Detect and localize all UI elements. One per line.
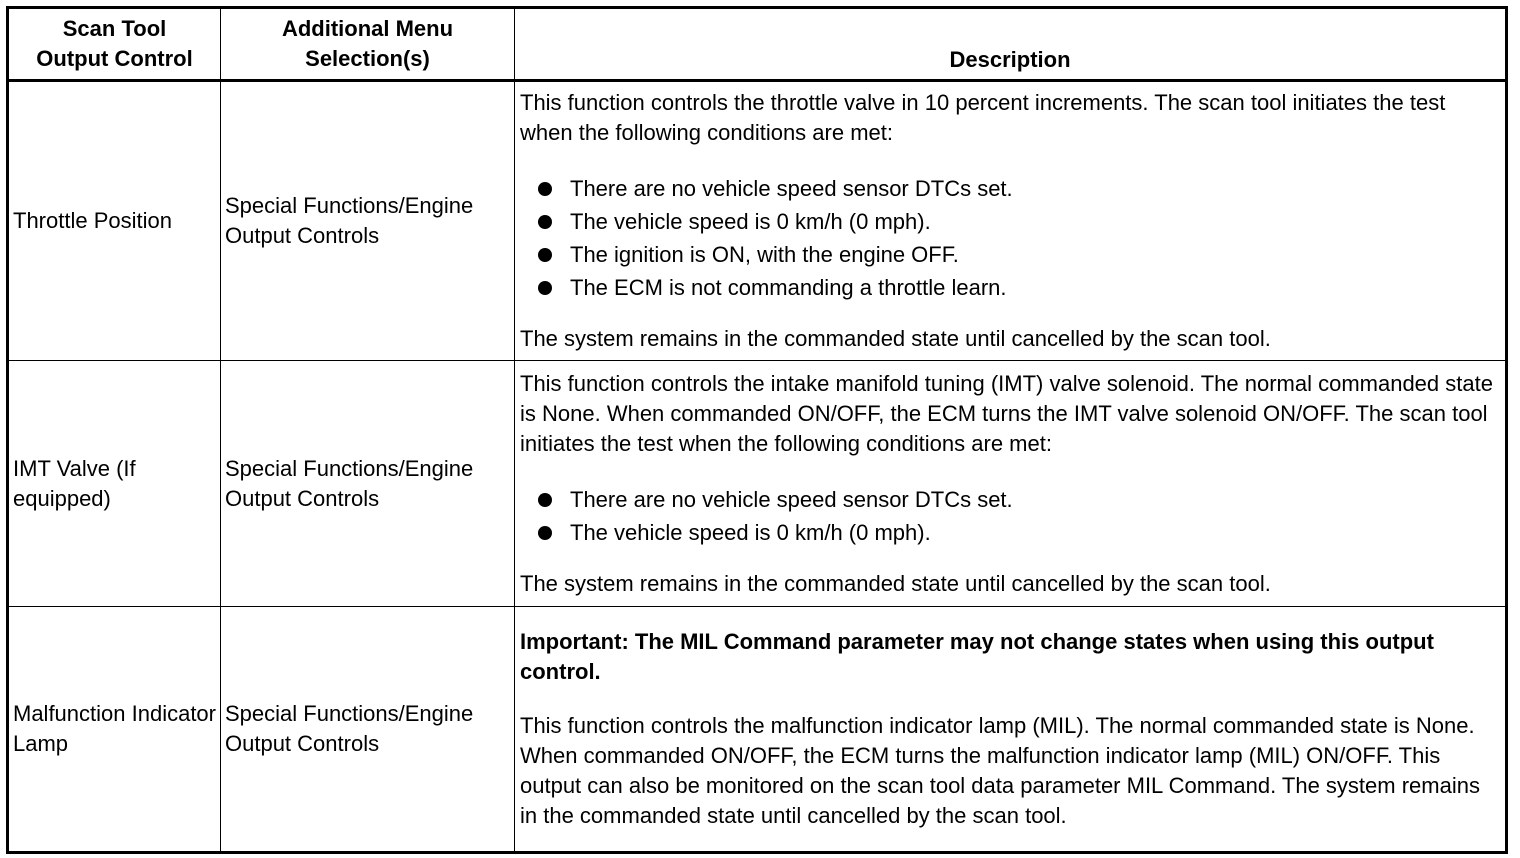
description-body: This function controls the malfunction indicator lamp (MIL). The normal commanded state is None. When commanded ON/OFF, the ECM turns the malfunction indicator lamp (MIL) ON/OFF. This output can also be monitored on the scan tool data parameter MIL Command. The system remains in the commanded state until cancelled by the scan tool. bbox=[520, 713, 1480, 828]
output-control-name: Throttle Position bbox=[8, 81, 221, 361]
output-control-name: IMT Valve (If equipped) bbox=[8, 361, 221, 607]
important-note: Important: The MIL Command parameter may not change states when using this output control. bbox=[520, 629, 1434, 684]
bullet-icon bbox=[538, 182, 552, 196]
header-description: Description bbox=[515, 8, 1507, 81]
table-row-malfunction-indicator-lamp bbox=[8, 607, 1507, 853]
menu-selection: Special Functions/Engine Output Controls bbox=[221, 81, 515, 361]
table-row-throttle-position bbox=[8, 81, 1507, 361]
list-item bbox=[538, 238, 1499, 271]
bullet-icon bbox=[538, 248, 552, 262]
list-item bbox=[538, 483, 1499, 516]
list-item bbox=[538, 271, 1499, 304]
list-item-text: There are no vehicle speed sensor DTCs set. bbox=[570, 176, 1013, 201]
list-item-text: The vehicle speed is 0 km/h (0 mph). bbox=[570, 519, 931, 545]
description-cell bbox=[515, 607, 1507, 853]
description-intro: This function controls the throttle valve in 10 percent increments. The scan tool initiates the test when the following conditions are met: bbox=[520, 90, 1446, 145]
bullet-icon bbox=[538, 493, 552, 507]
menu-selection: Special Functions/Engine Output Controls bbox=[221, 607, 515, 853]
output-control-name: Malfunction Indicator Lamp bbox=[8, 607, 221, 853]
menu-selection: Special Functions/Engine Output Controls bbox=[221, 361, 515, 607]
header-output-control-line1: Scan Tool bbox=[62, 16, 167, 41]
header-menu-selections bbox=[221, 8, 515, 81]
list-item-text: There are no vehicle speed sensor DTCs set. bbox=[570, 486, 1013, 512]
description-outro: The system remains in the commanded state until cancelled by the scan tool. bbox=[520, 570, 1271, 596]
header-menu-line1: Additional Menu bbox=[281, 16, 454, 41]
bullet-icon bbox=[538, 215, 552, 229]
conditions-list bbox=[520, 483, 1499, 549]
description-intro: This function controls the intake manifold tuning (IMT) valve solenoid. The normal commanded state is None. When commanded ON/OFF, the ECM turns the IMT valve solenoid ON/OFF. The scan tool initiates the test when the following conditions are met: bbox=[520, 370, 1493, 456]
list-item bbox=[538, 205, 1499, 238]
conditions-list bbox=[520, 172, 1499, 304]
list-item-text: The vehicle speed is 0 km/h (0 mph). bbox=[570, 209, 931, 234]
description-outro: The system remains in the commanded state until cancelled by the scan tool. bbox=[520, 326, 1271, 351]
header-row bbox=[8, 8, 1507, 81]
table-row-imt-valve bbox=[8, 361, 1507, 607]
list-item bbox=[538, 516, 1499, 549]
bullet-icon bbox=[538, 526, 552, 540]
bullet-icon bbox=[538, 281, 552, 295]
header-menu-line2: Selection(s) bbox=[305, 46, 430, 71]
description-cell bbox=[515, 81, 1507, 361]
list-item-text: The ECM is not commanding a throttle learn. bbox=[570, 275, 1007, 300]
header-output-control-line2: Output Control bbox=[36, 46, 193, 71]
list-item-text: The ignition is ON, with the engine OFF. bbox=[570, 242, 959, 267]
list-item bbox=[538, 172, 1499, 205]
output-controls-table bbox=[6, 6, 1508, 854]
description-cell bbox=[515, 361, 1507, 607]
header-output-control bbox=[8, 8, 221, 81]
